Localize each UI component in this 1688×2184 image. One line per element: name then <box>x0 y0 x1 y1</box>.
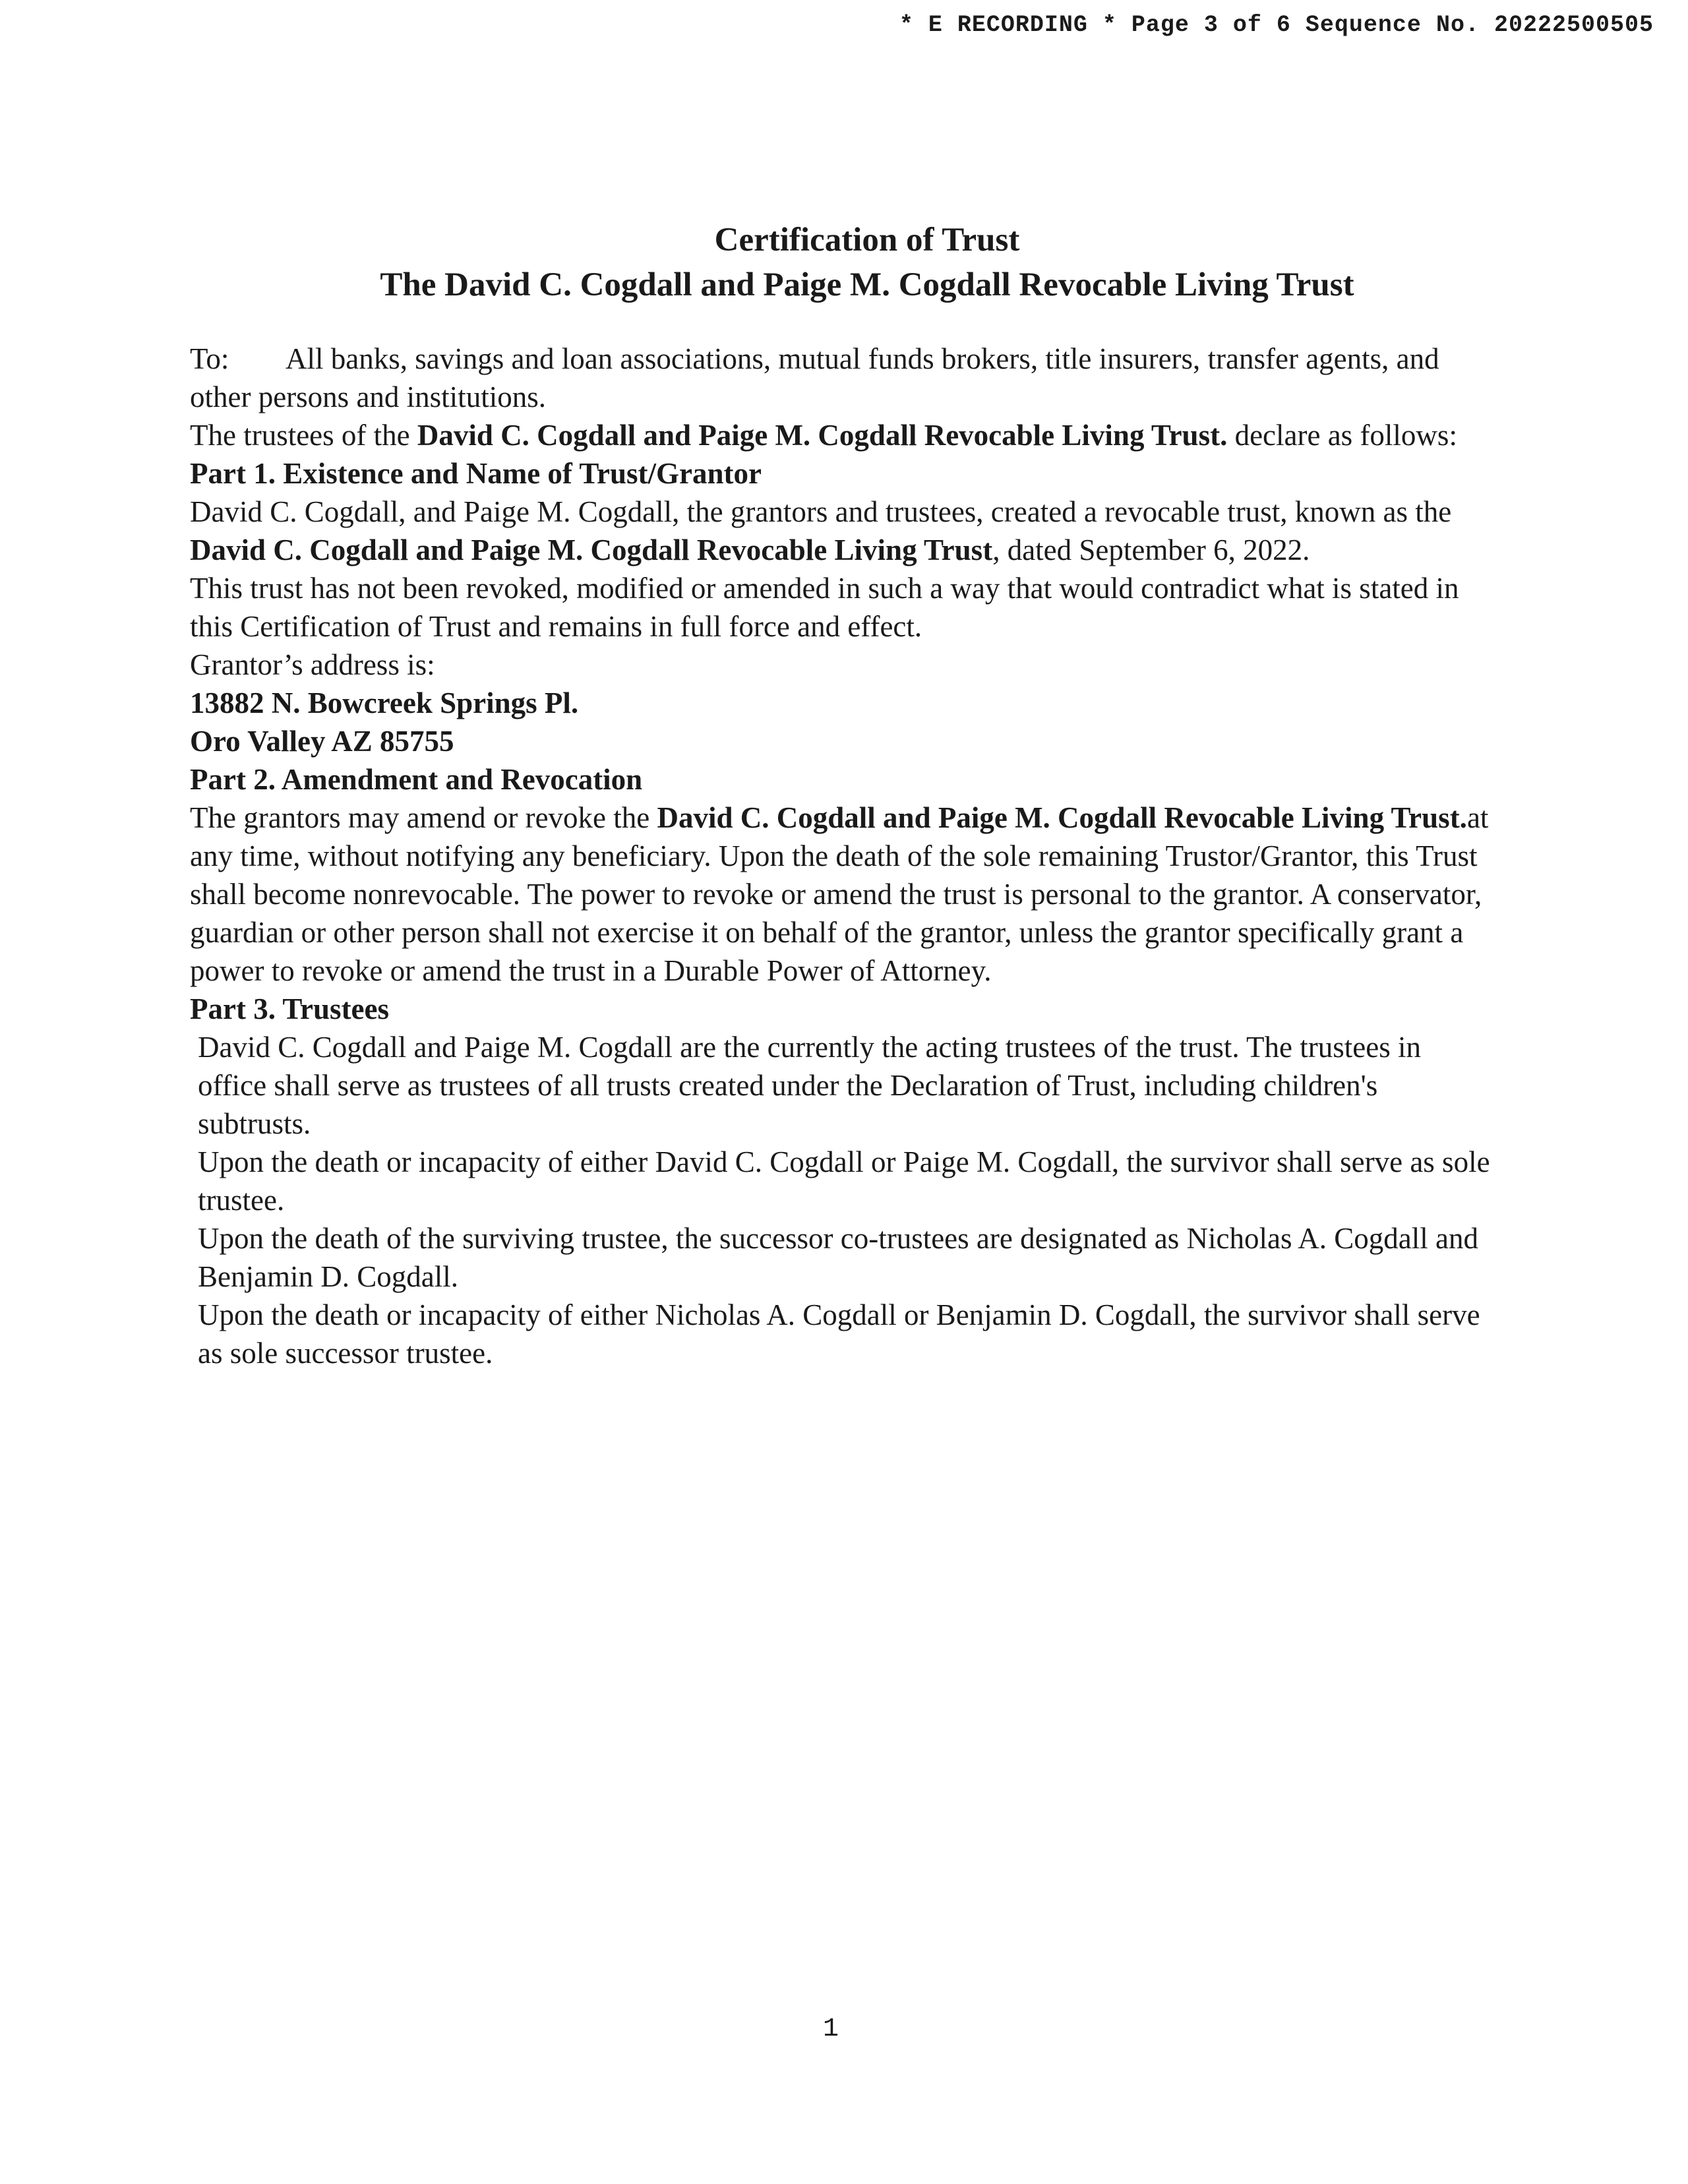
part2-heading: Part 2. Amendment and Revocation <box>190 763 643 796</box>
page-number: 1 <box>822 2015 839 2044</box>
part1-heading: Part 1. Existence and Name of Trust/Grantor <box>190 457 762 490</box>
recording-header: * E RECORDING * Page 3 of 6 Sequence No. 20222500505 <box>899 12 1654 38</box>
part2-text-a: The grantors may amend or revoke the <box>190 801 657 834</box>
address-line-2: Oro Valley AZ 85755 <box>190 725 454 758</box>
part1-paragraph-1 <box>190 493 1495 569</box>
part3-paragraph-2: Upon the death or incapacity of either David C. Cogdall or Paige M. Cogdall, the survivor shall serve as sole trustee. <box>198 1145 1490 1217</box>
address-line-1: 13882 N. Bowcreek Springs Pl. <box>190 686 579 719</box>
part3-section <box>190 1028 1495 1372</box>
part3-paragraph-4: Upon the death or incapacity of either Nicholas A. Cogdall or Benjamin D. Cogdall, the survivor shall serve as sole successor trustee. <box>198 1298 1480 1370</box>
address-label: Grantor’s address is: <box>190 648 435 681</box>
part1-paragraph-2: This trust has not been revoked, modified or amended in such a way that would contradict what is stated in this Certification of Trust and remains in full force and effect. <box>190 572 1459 643</box>
part3-paragraph-3: Upon the death of the surviving trustee, the successor co-trustees are designated as Nicholas A. Cogdall and Benjamin D. Cogdall. <box>198 1222 1478 1293</box>
part2-trust-name: David C. Cogdall and Paige M. Cogdall Revocable Living Trust. <box>657 801 1467 834</box>
title-line-2: The David C. Cogdall and Paige M. Cogdall Revocable Living Trust <box>380 266 1354 303</box>
part2-text-b: at any time, without notifying any beneficiary. Upon the death of the sole remaining Trustor/Grantor, this Trust shall become nonrevocable. The power to revoke or amend the trust is personal to the grantor. A conservator, guardian or other person shall not exercise it on behalf of the grantor, unless the grantor specifically grant a power to revoke or amend the trust in a Durable Power of Attorney. <box>190 801 1489 987</box>
part1-para1-text-a: David C. Cogdall, and Paige M. Cogdall, the grantors and trustees, created a revocable trust, known as the <box>190 495 1452 528</box>
part3-paragraph-1: David C. Cogdall and Paige M. Cogdall are the currently the acting trustees of the trust. The trustees in office shall serve as trustees of all trusts created under the Declaration of Trust, including children's subtrusts. <box>198 1031 1421 1140</box>
to-label: To: <box>190 342 229 375</box>
declaration-trust-name: David C. Cogdall and Paige M. Cogdall Revocable Living Trust. <box>417 419 1228 452</box>
part2-paragraph <box>190 799 1495 990</box>
declaration-suffix: declare as follows: <box>1227 419 1457 452</box>
part1-para1-text-b: , dated September 6, 2022. <box>992 533 1310 566</box>
to-paragraph <box>190 340 1495 416</box>
title-line-1: Certification of Trust <box>714 222 1020 258</box>
document-title <box>0 218 1688 307</box>
declaration-prefix: The trustees of the <box>190 419 417 452</box>
part3-heading: Part 3. Trustees <box>190 992 390 1025</box>
declaration-paragraph <box>190 416 1495 454</box>
document-body <box>190 340 1495 1372</box>
part1-trust-name: David C. Cogdall and Paige M. Cogdall Revocable Living Trust <box>190 533 993 566</box>
to-text: All banks, savings and loan associations, mutual funds brokers, title insurers, transfer agents, and other persons and institutions. <box>190 342 1439 413</box>
